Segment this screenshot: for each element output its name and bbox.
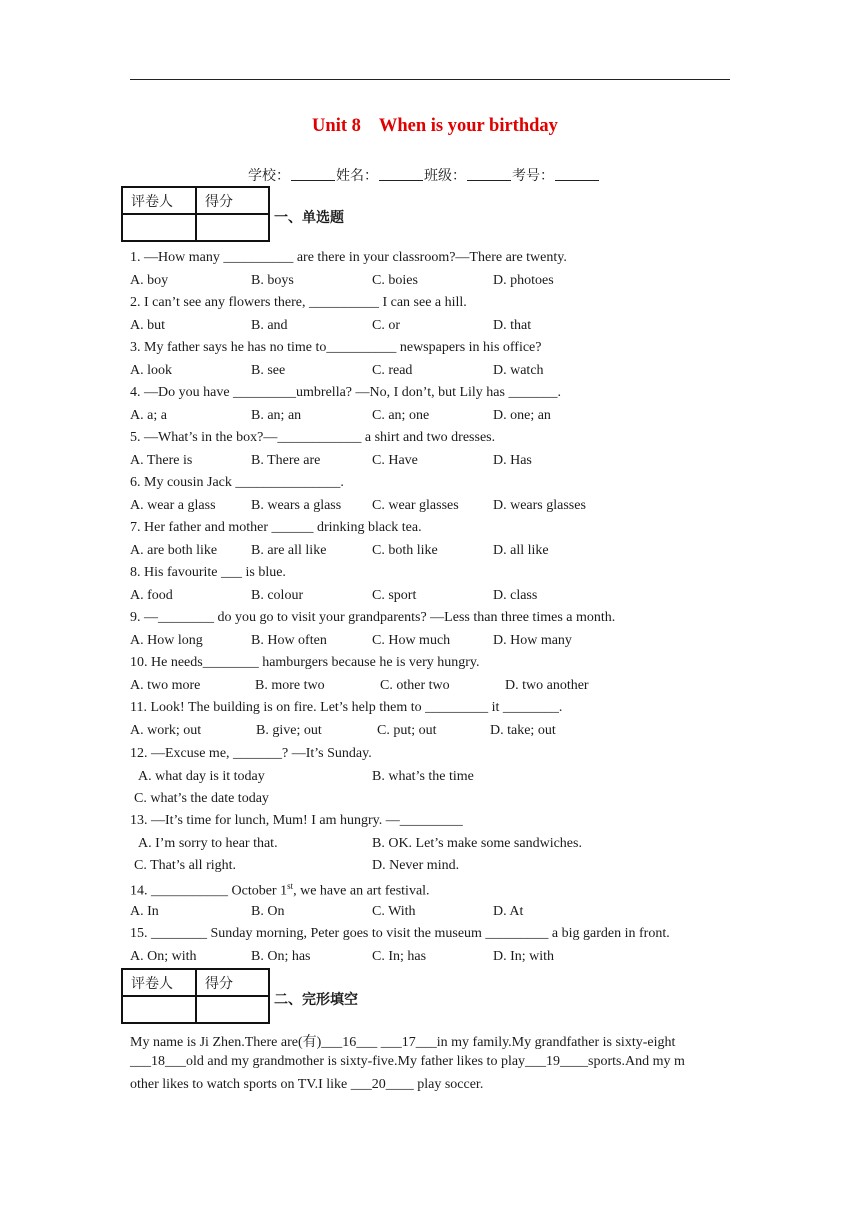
option-b[interactable]: B. colour: [251, 588, 304, 603]
option-d[interactable]: D. In; with: [493, 949, 555, 964]
section-2-heading: 二、完形填空: [274, 992, 358, 1008]
question-2: 2. I can’t see any flowers there, __________ I can see a hill.: [130, 295, 467, 310]
option-c[interactable]: C. boies: [372, 273, 418, 288]
option-a[interactable]: A. In: [130, 904, 159, 919]
option-b[interactable]: B. more two: [255, 678, 325, 693]
option-b[interactable]: B. and: [251, 318, 288, 333]
page-title: [0, 116, 860, 137]
class-label: 班级：: [424, 168, 466, 184]
option-d[interactable]: D. two another: [505, 678, 589, 693]
grader-table-1: [121, 186, 270, 242]
question-1: 1. —How many __________ are there in your classroom?—There are twenty.: [130, 250, 567, 265]
option-a[interactable]: A. are both like: [130, 543, 218, 558]
option-b[interactable]: B. wears a glass: [251, 498, 342, 513]
header-rule: [130, 79, 730, 80]
question-14-text-end: , we have an art festival.: [293, 883, 430, 899]
option-d[interactable]: D. How many: [493, 633, 572, 648]
reviewer-cell[interactable]: [122, 214, 196, 241]
option-d[interactable]: D. Never mind.: [372, 858, 460, 873]
option-b[interactable]: B. give; out: [256, 723, 322, 738]
option-c[interactable]: C. an; one: [372, 408, 430, 423]
school-label: 学校：: [248, 168, 290, 184]
cloze-line-1: My name is Ji Zhen.There are(有)___16___ ___17___in my family.My grandfather is sixty-eight: [130, 1035, 676, 1050]
score-cell[interactable]: [196, 214, 269, 241]
option-c[interactable]: C. read: [372, 363, 413, 378]
option-d[interactable]: D. take; out: [490, 723, 556, 738]
option-b[interactable]: B. an; an: [251, 408, 302, 423]
option-c[interactable]: C. put; out: [377, 723, 437, 738]
option-c[interactable]: C. In; has: [372, 949, 427, 964]
option-c[interactable]: C. both like: [372, 543, 438, 558]
student-info-line: [248, 165, 600, 185]
option-a[interactable]: A. two more: [130, 678, 201, 693]
option-a[interactable]: A. How long: [130, 633, 203, 648]
class-blank[interactable]: [467, 167, 511, 181]
option-d[interactable]: D. Has: [493, 453, 532, 468]
question-9: 9. —________ do you go to visit your grandparents? —Less than three times a month.: [130, 610, 616, 625]
option-d[interactable]: D. At: [493, 904, 524, 919]
name-label: 姓名：: [336, 168, 378, 184]
title-topic: When is your birthday: [378, 116, 558, 136]
option-d[interactable]: D. wears glasses: [493, 498, 586, 513]
question-4: 4. —Do you have _________umbrella? —No, I don’t, but Lily has _______.: [130, 385, 561, 400]
option-a[interactable]: A. I’m sorry to hear that.: [138, 836, 278, 851]
question-14-text: 14. ___________ October 1: [130, 883, 288, 899]
option-b[interactable]: B. what’s the time: [372, 769, 474, 784]
option-d[interactable]: D. all like: [493, 543, 549, 558]
option-a[interactable]: A. boy: [130, 273, 169, 288]
option-c[interactable]: C. wear glasses: [372, 498, 459, 513]
question-12: 12. —Excuse me, _______? —It’s Sunday.: [130, 746, 372, 761]
score-label: 得分: [196, 969, 269, 996]
reviewer-label: 评卷人: [122, 969, 196, 996]
question-3: 3. My father says he has no time to__________ newspapers in his office?: [130, 340, 542, 355]
option-b[interactable]: B. How often: [251, 633, 327, 648]
option-d[interactable]: D. photoes: [493, 273, 554, 288]
option-a[interactable]: A. a; a: [130, 408, 167, 423]
option-c[interactable]: C. other two: [380, 678, 450, 693]
question-15: 15. ________ Sunday morning, Peter goes to visit the museum _________ a big garden in front.: [130, 926, 670, 941]
option-c[interactable]: C. what’s the date today: [134, 791, 269, 806]
option-b[interactable]: B. boys: [251, 273, 294, 288]
option-c[interactable]: C. That’s all right.: [134, 858, 237, 873]
reviewer-cell[interactable]: [122, 996, 196, 1023]
score-label: 得分: [196, 187, 269, 214]
section-1-heading: 一、单选题: [274, 210, 344, 226]
exam-number-blank[interactable]: [555, 167, 599, 181]
option-a[interactable]: A. On; with: [130, 949, 197, 964]
question-14: [130, 881, 430, 900]
question-6: 6. My cousin Jack _______________.: [130, 475, 344, 490]
option-b[interactable]: B. OK. Let’s make some sandwiches.: [372, 836, 582, 851]
option-a[interactable]: A. food: [130, 588, 173, 603]
question-10: 10. He needs________ hamburgers because he is very hungry.: [130, 655, 480, 670]
school-blank[interactable]: [291, 167, 335, 181]
option-b[interactable]: B. are all like: [251, 543, 327, 558]
option-d[interactable]: D. one; an: [493, 408, 551, 423]
option-c[interactable]: C. sport: [372, 588, 417, 603]
option-a[interactable]: A. but: [130, 318, 165, 333]
option-b[interactable]: B. see: [251, 363, 286, 378]
option-a[interactable]: A. look: [130, 363, 172, 378]
option-c[interactable]: C. With: [372, 904, 416, 919]
question-11: 11. Look! The building is on fire. Let’s help them to _________ it ________.: [130, 700, 563, 715]
option-a[interactable]: A. work; out: [130, 723, 202, 738]
option-b[interactable]: B. There are: [251, 453, 321, 468]
exam-number-label: 考号：: [512, 168, 554, 184]
question-14-superscript: st: [287, 881, 294, 891]
question-8: 8. His favourite ___ is blue.: [130, 565, 286, 580]
question-7: 7. Her father and mother ______ drinking black tea.: [130, 520, 422, 535]
option-c[interactable]: C. How much: [372, 633, 451, 648]
option-d[interactable]: D. class: [493, 588, 538, 603]
score-cell[interactable]: [196, 996, 269, 1023]
cloze-line-2: ___18___old and my grandmother is sixty-five.My father likes to play___19____sports.And my m: [130, 1054, 685, 1069]
reviewer-label: 评卷人: [122, 187, 196, 214]
option-a[interactable]: A. wear a glass: [130, 498, 216, 513]
option-d[interactable]: D. that: [493, 318, 532, 333]
title-unit: Unit 8: [312, 116, 361, 136]
option-b[interactable]: B. On: [251, 904, 285, 919]
question-13: 13. —It’s time for lunch, Mum! I am hungry. —_________: [130, 813, 463, 828]
option-a[interactable]: A. what day is it today: [138, 769, 265, 784]
option-c[interactable]: C. Have: [372, 453, 418, 468]
option-c[interactable]: C. or: [372, 318, 400, 333]
option-a[interactable]: A. There is: [130, 453, 193, 468]
option-d[interactable]: D. watch: [493, 363, 544, 378]
name-blank[interactable]: [379, 167, 423, 181]
question-5: 5. —What’s in the box?—____________ a shirt and two dresses.: [130, 430, 496, 445]
option-b[interactable]: B. On; has: [251, 949, 311, 964]
grader-table-2: [121, 968, 270, 1024]
cloze-line-3: other likes to watch sports on TV.I like ___20____ play soccer.: [130, 1077, 484, 1092]
